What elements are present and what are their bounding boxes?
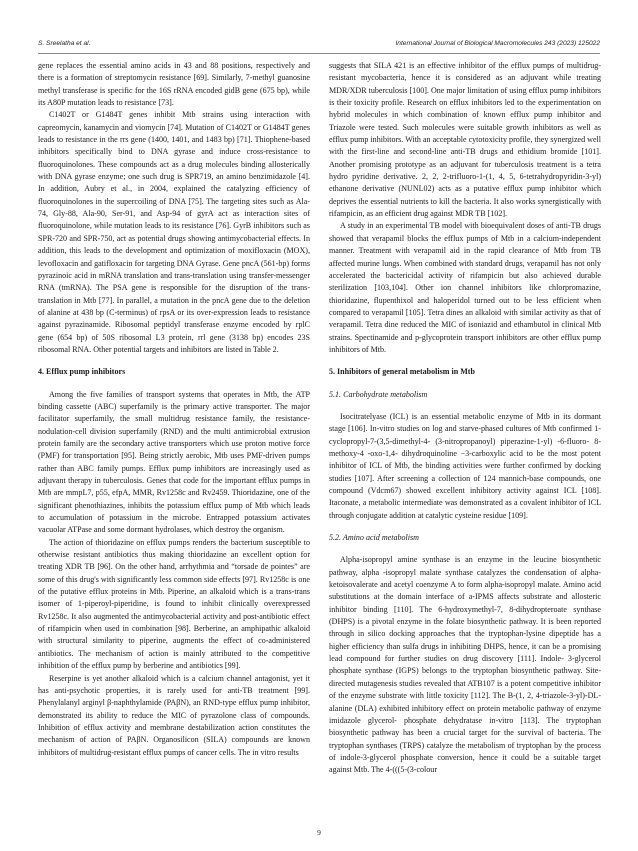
paragraph: A study in an experimental TB model with bioequivalent doses of anti-TB drugs showed that verapamil blocks the efflux pumps of Mtb in a calcium-independent manner. Treatment with verapamil aid in the rapid clearance of Mtb from TB affected murine lungs. When combined with standard drugs, verapamil has not only accelerated the bactericidal activity of rifampicin but also achieved durable sterilization [103,104]. Other ion channel inhibitors like chlorpromazine, thioridazine, flupenthixol and haloperidol turned out to be less efficient when compared to verapamil [105]. Tetra dines an alkaloid with similar activity as that of verapamil. Tetra dine reduced the MIC of isoniazid and ethambutol in clinical Mtb strains. Spectinamide and p-glycoprotein transport inhibitors are other efflux pump inhibitors of Mtb. — [329, 221, 601, 354]
header-rule — [38, 53, 600, 54]
subsection-heading: 5.2. Amino acid metabolism — [329, 533, 419, 543]
paragraph: Alpha-isopropyl amine synthase is an enzyme in the leucine biosynthetic pathway, alpha -isopropyl malate synthase catalyzes the condensation of alpha-ketoisovalerate and acetyl coenzyme A to form alpha-isopropyl malate. Amino acid substitutions at the domain interface of a-IPMS affects substrate and allosteric inhibitor binding [110]. The 6-hydroxymethyl-7, 8-dihydropteroate synthase (DHPS) is a pivotal enzyme in the folate biosynthetic pathway. It is been reported through in silico docking approaches that the tryptophan-lysine dipeptide has a higher efficiency than sulfa drugs in inhibiting DHPS, hence, it can be a promising lead compound for further studies on drug discovery [111]. Indole- 3-glycerol phosphate synthase (IGPS) belongs to the tryptophan biosynthetic pathway. Site-directed mutagenesis studies revealed that ATB107 is a potent competitive inhibitor of the enzyme substrate with little toxicity [112]. The B-(1, 2, 4-triazole-3-yl)-DL-alanine (DLA) exhibited inhibitory effect on protein metabolic pathway of enzyme imidazole glycerol- phosphate dehydratase in-vitro [113]. The tryptophan biosynthetic pathway has been a crucial target for the survival of bacteria. The tryptophan synthases (TRPS) catalyze the metabolism of tryptophan by the process of indole-3-glycerol phosphate conversion, hence it could be a suitable target against Mtb. The 4-(((5-(3-colour — [329, 555, 601, 775]
paragraph: Among the five families of transport systems that operates in Mtb, the ATP binding cassette (ABC) superfamily is the primary active transporter. The major facilitator superfamily, the small multidrug resistance family, the resistance-nodulation-cell division superfamily (RND) and the multi antimicrobial extrusion protein family are the secondary active transporters which use proton motive force (PMF) for transportation [95]. Being strictly aerobic, Mtb uses PMF-driven pumps rather than ABC family pumps. Efflux pump inhibitors are increasingly used as adjuvant therapy in tuberculosis. Genes that code for the important efflux pumps in Mtb are mmpL7, p55, efpA, MMR, Rv1258c and Rv2459. Thioridazine, one of the significant phenothiazines, inhibits the potassium efflux pump of Mtb which leads to accumulation of potassium in the microbe. Entrapped potassium activates vacuolar ATPase and some dormant hydrolases, which destroy the organism. — [38, 389, 310, 535]
header-authors: S. Sreelatha et al. — [38, 40, 91, 47]
paragraph: Isocitratelyase (ICL) is an essential metabolic enzyme of Mtb in its dormant stage [106]. In-vitro studies on log and starve-phased cultures of Mtb confirmed 1-cyclopropyl-7-(3,5-dimethyl-4- (3-nitropropanoyl) piperazine-1-yl) -6-fluoro- 8-methoxy-4 -oxo-1,4- dihydroquinoline −3-carboxylic acid to be the most potent inhibitor of ICL of Mtb, the binding activities were further confirmed by docking studies [107]. After screening a collection of 124 mannich-base compounds, one compound (Vdcm67) showed excellent inhibitory activity against ICL [108]. Itaconate, a metabolic intermediate was demonstrated as a covalent inhibitor of ICL through conjugate addition at catalytic cysteine residue [109]. — [329, 411, 601, 520]
running-header — [38, 40, 600, 52]
paragraph: suggests that SILA 421 is an effective inhibitor of the efflux pumps of multidrug-resistant mycobacteria, hence it is considered as an adjuvant while treating MDR/XDR tuberculosis [100]. One major limitation of using efflux pump inhibitors is their toxicity profile. Research on efflux inhibitors led to the experimentation on hybrid molecules in which combination of known efflux pump inhibitor and Triazole were tested. Such molecules were suitable growth inhibitors as well as efflux pump inhibitors. With an acceptable cytotoxicity profile, they synergized well with the first-line and second-line anti-TB drugs and ethidium bromide [101]. Another promising prototype as an adjuvant for tuberculosis treatment is a tetra hydro pyridine derivative. 2, 2, 2-trifluoro-1-(1, 4, 5, 6-tetrahydropyridin-3-yl) ethanone derivative (NUNL02) acts as a putative efflux pump inhibitor which deprives the essential nutrients to kill the bacteria. It also works synergistically with rifampicin, as an efficient drug against MDR TB [102]. — [329, 61, 601, 219]
section-heading: 4. Efflux pump inhibitors — [38, 367, 126, 377]
header-journal: International Journal of Biological Macromolecules 243 (2023) 125022 — [395, 40, 600, 47]
right-column — [329, 60, 601, 830]
left-column — [38, 60, 310, 830]
page-number: 9 — [317, 828, 321, 837]
subsection-heading: 5.1. Carbohydrate metabolism — [329, 389, 428, 399]
section-heading: 5. Inhibitors of general metabolism in Mtb — [329, 367, 475, 377]
paragraph: C1402T or G1484T genes inhibit Mtb strains using interaction with capreomycin, kanamycin and viomycin [74]. Mutation of C1402T or G1484T genes leads to resistance in the rrs gene (1400, 1401, and 1483 bp) [71]. Thiophene-based inhibitors specifically bind to DNA gyrase and induce cross-resistance to fluoroquinolones. These compounds act as a drug molecules binding allosterically with DNA gyrase enzyme; one such drug is SPR719, an amino benzimidazole [4]. In addition, Aubry et al., in 2004, explained the catalyzing efficiency of fluoroquinolones in the supercoiling of DNA [75]. The targeting sites such as Ala-74, Gly-88, Ala-90, Ser-91, and Asp-94 of gyrA act as interaction sites of fluoroquinolone, while mutation leads to its resistance [76]. GyrB inhibitors such as SPR-720 and SPR-750, act as potential drugs showing antimycobacterial effects. In addition, this leads to the development and optimization of moxifloxacin (MOX), levofloxacin and gatifloxacin for targeting DNA Gyrase. Gene pncA (561-bp) forms pyrazinoic acid in mRNA translation and trans-translation using transfer-messenger RNA (tmRNA). The PSA gene is responsible for the disruption of the trans-translation in Mtb [77]. In parallel, a mutation in the pncA gene due to the deletion of alanine at 438 bp (C-terminus) of rpsA or its over-expression leads to resistance against pyrazinamide. Ribosomal peptidyl transferase enzyme encoded by rplC gene (654 bp) of 50S ribosomal L3 protein, rrl gene (3138 bp) encodes 23S ribosomal RNA. Other potential targets and inhibitors are listed in Table 2. — [38, 110, 310, 354]
paragraph: The action of thioridazine on efflux pumps renders the bacterium susceptible to otherwise resistant antibiotics thus making thioridazine an excellent option for treating XDR TB [96]. On the other hand, arrhythmia and “torsade de pointes” are some of this drug's with significantly less common side effects [97]. Rv1258c is one of the putative efflux proteins in Mtb. Piperine, an alkaloid which is a trans-trans isomer of 1-piperoyl-piperidine, is found to inhibit clinically overexpressed Rv1258c. It also augmented the antimycobacterial activity and post-antibiotic effect of rifampicin when used in combination [98]. Berberine, an amphipathic alkaloid with structural similarity to piperine, augments the effect of co-administered antibiotics. The mechanism of action is mainly attributed to the competitive inhibition of the efflux pump by berberine and antibiotics [99]. — [38, 537, 310, 671]
paragraph: Reserpine is yet another alkaloid which is a calcium channel antagonist, yet it has anti-psychotic properties, it is rarely used for anti-TB treatment [99]. Phenylalanyl arginyl β-naphthylamide (PAβN), an RND-type efflux pump inhibitor, demonstrated its ability to reduce the MIC of pyrazolone class of compounds. Inhibition of efflux activity and membrane destabilization action constitutes the mechanism of action of PAβN. Organosilicon (SILA) compounds are known inhibitors of multidrug-resistant efflux pumps of cancer cells. The in vitro results — [38, 673, 310, 757]
paragraph: gene replaces the essential amino acids in 43 and 88 positions, respectively and there is a formation of streptomycin resistance [69]. Similarly, 7-methyl guanosine methyl transferase is specific for the 16S rRNA encoded gidB gene (675 bp), while its A80P mutation leads to resistance [73]. — [38, 61, 310, 108]
